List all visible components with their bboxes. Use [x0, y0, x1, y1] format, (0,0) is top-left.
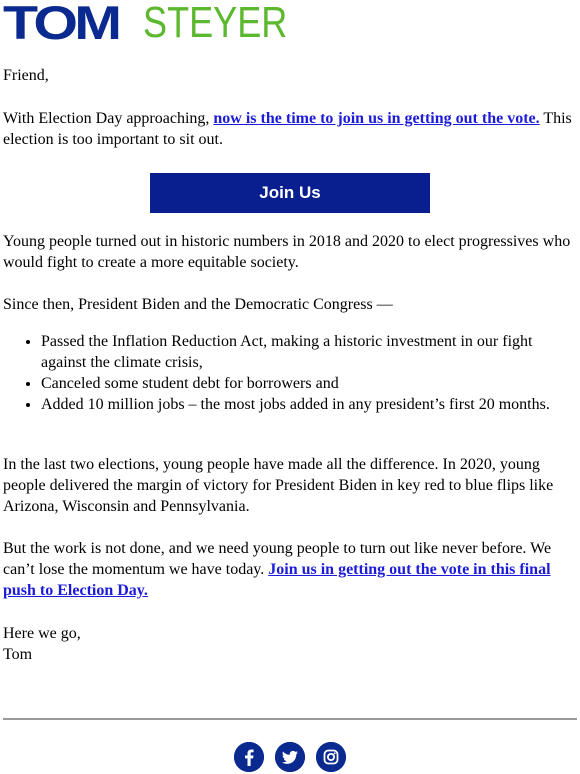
cta-button-wrap: [150, 173, 430, 213]
logo-steyer-text: STEYER: [143, 0, 288, 47]
instagram-icon[interactable]: [316, 742, 346, 772]
tom-steyer-logo[interactable]: [3, 0, 319, 49]
footer-divider: [3, 718, 577, 720]
work-text: But the work is not done, and we need young people to turn out like never before. We can’t lose the momentum we have today.: [3, 540, 552, 578]
intro-text-before: With Election Day approaching,: [3, 110, 214, 127]
twitter-icon[interactable]: [275, 742, 305, 772]
final-push-link[interactable]: Join us in getting out the vote in this final push to Election Day.: [3, 561, 551, 599]
greeting: Friend,: [3, 67, 49, 84]
facebook-icon[interactable]: [234, 742, 264, 772]
intro-paragraph: [3, 108, 573, 150]
young-people-paragraph: Young people turned out in historic numbers in 2018 and 2020 to elect progressives who would fight to create a more equitable society.: [3, 233, 571, 271]
elections-paragraph: In the last two elections, young people have made all the difference. In 2020, young people delivered the margin of victory for President Biden in key red to blue flips like Arizona, Wisconsin and Pennsylvania.: [3, 456, 554, 515]
accomplishments-list: [3, 331, 573, 415]
since-then-paragraph: Since then, President Biden and the Democratic Congress —: [3, 296, 393, 313]
list-item: • Passed the Inflation Reduction Act, making a historic investment in our fight against the climate crisis,: [41, 331, 573, 373]
list-item: • Canceled some student debt for borrowers and: [41, 373, 573, 394]
signature: Tom: [3, 646, 33, 663]
get-out-vote-link[interactable]: now is the time to join us in getting out the vote.: [213, 110, 540, 127]
work-paragraph: [3, 538, 573, 601]
list-item: • Added 10 million jobs – the most jobs added in any president’s first 20 months.: [41, 394, 573, 415]
join-us-button[interactable]: Join Us: [150, 173, 430, 213]
intro-text-after: This election is too important to sit out.: [3, 110, 572, 148]
signoff: Here we go,: [3, 625, 81, 642]
logo-tom-text: TOM: [3, 0, 119, 49]
